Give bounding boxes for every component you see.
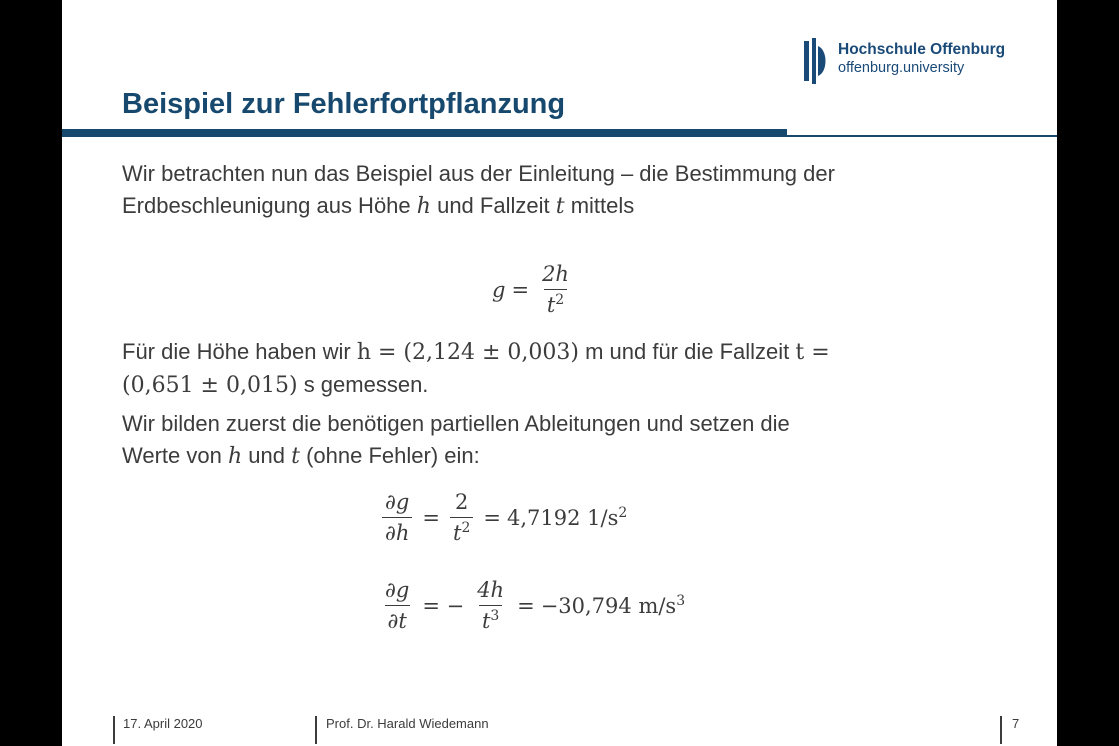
formula-dg-dt-frac-den-exp: 3: [490, 608, 500, 624]
formula-dg-dt: [378, 578, 685, 633]
formula-dg-dt-result-exp: 3: [676, 592, 686, 609]
formula-g-numerator: 2h: [542, 262, 569, 286]
measurements-line2: [122, 369, 982, 402]
formula-dg-dh-eq2: =: [483, 505, 501, 530]
formula-dg-dt-fraction: [474, 578, 507, 633]
paragraph-derivatives: [122, 408, 982, 473]
formula-dg-dt-num: ∂g: [385, 578, 410, 602]
title-underline-thick: [62, 129, 787, 137]
intro-text-c: mittels: [570, 193, 635, 218]
derivatives-var-t: t: [291, 444, 300, 469]
formula-dg-dh-derivative: [382, 490, 412, 545]
title-underline-thin: [787, 135, 1057, 137]
formula-g-fraction: [539, 262, 572, 317]
formula-dg-dt-result-text: −30,794 m/s: [540, 593, 677, 618]
measurements-text-m: m und für die Fallzeit: [585, 339, 790, 364]
formula-dg-dh-fraction: [450, 490, 473, 545]
paragraph-measurements: [122, 336, 982, 402]
footer-date: 17. April 2020: [123, 716, 203, 731]
formula-dg-dt-eq2: =: [517, 593, 535, 618]
logo-name: Hochschule Offenburg: [838, 41, 1006, 58]
derivatives-text-c: (ohne Fehler) ein:: [306, 443, 480, 468]
formula-g-den-exp: 2: [555, 292, 565, 308]
footer-author: Prof. Dr. Harald Wiedemann: [326, 716, 489, 731]
slide: [62, 0, 1057, 746]
formula-dg-dh-frac-den: [450, 517, 473, 545]
formula-dg-dt-derivative: [382, 578, 412, 633]
intro-text-a: Erdbeschleunigung aus Höhe: [122, 193, 411, 218]
derivatives-line2: [122, 440, 982, 473]
formula-dg-dh: [378, 490, 627, 545]
formula-dg-dh-result-exp: 2: [618, 504, 628, 521]
formula-dg-dh-frac-num: 2: [455, 490, 469, 514]
measurements-line1: [122, 336, 982, 369]
formula-dg-dt-frac-num: 4h: [477, 578, 505, 602]
slide-title: Beispiel zur Fehlerfortpflanzung: [122, 88, 566, 120]
paragraph-intro-line1: Wir betrachten nun das Beispiel aus der Einleitung – die Bestimmung der: [122, 161, 835, 186]
measurements-text-s: s gemessen.: [303, 372, 429, 397]
formula-dg-dh-num: ∂g: [385, 490, 410, 514]
formula-dg-dt-frac-den: [479, 605, 502, 633]
paragraph-intro: [122, 158, 982, 223]
university-logo-icon: [804, 38, 830, 84]
formula-dg-dh-eq1: =: [422, 505, 440, 530]
measurements-t-expr: t =: [795, 340, 830, 365]
intro-var-t: t: [555, 194, 565, 219]
formula-g-eq: =: [511, 277, 530, 302]
formula-g-denominator: [544, 289, 567, 317]
formula-dg-dh-frac-den-exp: 2: [461, 520, 471, 536]
derivatives-text-a: Werte von: [122, 443, 222, 468]
intro-var-h: h: [416, 194, 431, 219]
formula-g: [492, 262, 576, 317]
left-letterbox: [0, 0, 62, 746]
formula-g-den-base: t: [546, 293, 556, 317]
footer-divider-author: [315, 716, 317, 744]
formula-dg-dt-frac-den-base: t: [481, 609, 491, 633]
formula-dg-dh-result: [507, 506, 627, 530]
footer-page-number: 7: [1012, 716, 1020, 731]
derivatives-line1: Wir bilden zuerst die benötigen partiellen Ableitungen und setzen die: [122, 411, 790, 436]
footer-divider-page: [1000, 716, 1002, 744]
intro-text-b: und Fallzeit: [437, 193, 550, 218]
formula-dg-dh-result-text: 4,7192 1/s: [506, 505, 619, 530]
formula-dg-dt-eq1: = −: [422, 593, 465, 618]
paragraph-intro-line2: [122, 190, 982, 223]
logo-url: offenburg.university: [838, 60, 965, 76]
measurements-h-expr: h = (2,124 ± 0,003): [356, 340, 579, 365]
right-letterbox: [1057, 0, 1119, 746]
derivatives-text-b: und: [248, 443, 285, 468]
formula-dg-dt-result: [541, 594, 685, 618]
footer-divider-date: [113, 716, 115, 744]
measurements-text-a: Für die Höhe haben wir: [122, 339, 351, 364]
measurements-t-val: (0,651 ± 0,015): [122, 373, 298, 398]
formula-dg-dh-den: ∂h: [382, 517, 412, 545]
derivatives-var-h: h: [227, 444, 243, 469]
formula-dg-dh-frac-den-base: t: [453, 521, 462, 545]
formula-g-lhs: g: [492, 277, 506, 302]
formula-dg-dt-den: ∂t: [385, 605, 410, 633]
